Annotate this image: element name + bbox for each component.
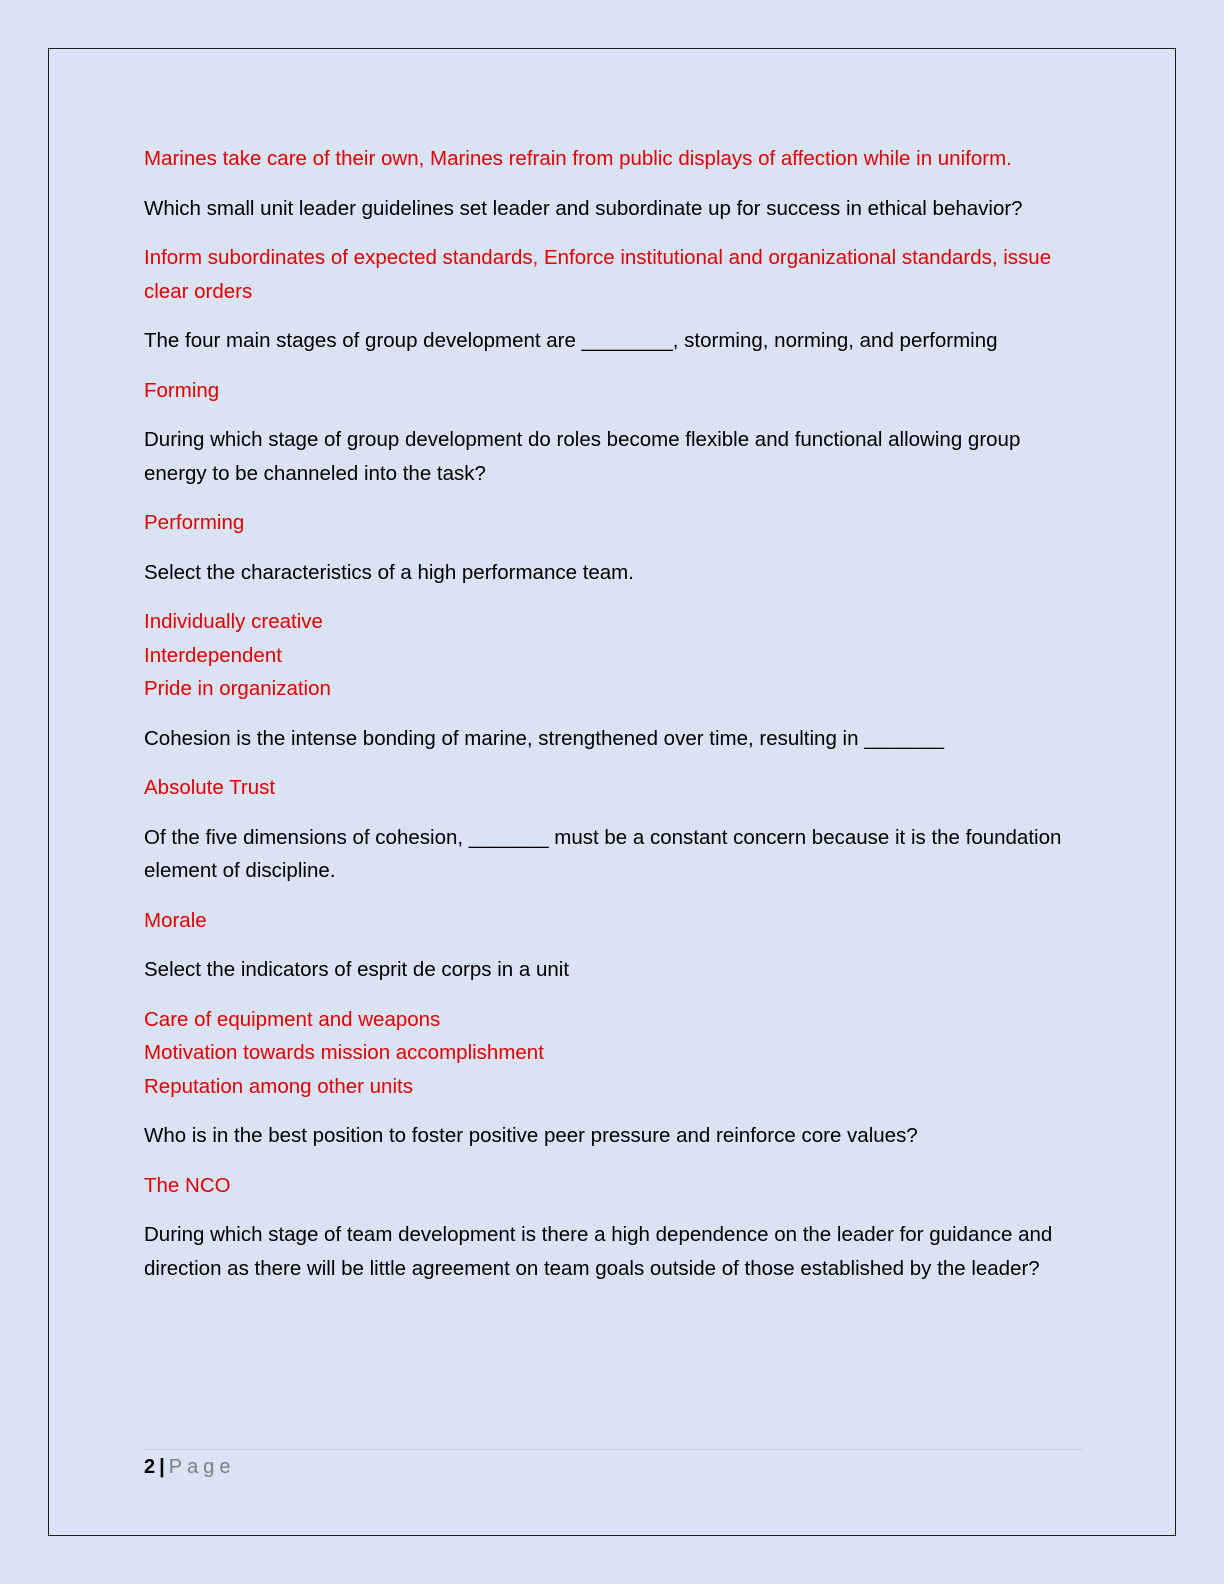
answer-paragraph: Performing xyxy=(144,511,245,534)
answer-paragraph: Absolute Trust xyxy=(144,776,276,799)
answer-paragraph: Inform subordinates of expected standards, Enforce institutional and organizational standards, issue clear orders xyxy=(144,246,1052,303)
answer-line: Individually creative xyxy=(144,610,323,633)
answer-paragraph: Morale xyxy=(144,908,207,932)
footer-separator: | xyxy=(159,1456,165,1478)
question-paragraph: Who is in the best position to foster positive peer pressure and reinforce core values? xyxy=(144,1124,918,1147)
question-paragraph: Cohesion is the intense bonding of marine, strengthened over time, resulting in _______ xyxy=(144,726,945,750)
question-paragraph: Select the indicators of esprit de corps in a unit xyxy=(144,958,570,981)
page-footer xyxy=(144,1452,235,1482)
page-number: 2 xyxy=(144,1456,156,1478)
answer-line: Interdependent xyxy=(144,643,282,667)
answer-line: Care of equipment and weapons xyxy=(144,1007,441,1031)
question-paragraph: During which stage of group development do roles become flexible and functional allowing group energy to be channeled into the task? xyxy=(144,428,1021,485)
answer-list xyxy=(144,1003,1084,1104)
answer-list xyxy=(144,605,1084,706)
document-body xyxy=(144,142,1084,1301)
answer-paragraph: Marines take care of their own, Marines refrain from public displays of affection while in uniform. xyxy=(144,147,1012,170)
question-paragraph: The four main stages of group development are ________, storming, norming, and performing xyxy=(144,329,998,352)
question-paragraph: Of the five dimensions of cohesion, _______ must be a constant concern because it is the foundation element of discipline. xyxy=(144,825,1062,882)
page-label: Page xyxy=(168,1456,236,1478)
answer-paragraph: The NCO xyxy=(144,1173,231,1197)
answer-line: Motivation towards mission accomplishment xyxy=(144,1041,544,1064)
answer-line: Pride in organization xyxy=(144,677,331,700)
question-paragraph: Select the characteristics of a high performance team. xyxy=(144,560,634,584)
answer-paragraph: Forming xyxy=(144,378,220,402)
footer-divider xyxy=(144,1449,1084,1450)
question-paragraph: Which small unit leader guidelines set leader and subordinate up for success in ethical behavior? xyxy=(144,196,1023,220)
answer-line: Reputation among other units xyxy=(144,1074,413,1098)
question-paragraph: During which stage of team development is there a high dependence on the leader for guidance and direction as there will be little agreement on team goals outside of those established by the leader? xyxy=(144,1223,1053,1280)
